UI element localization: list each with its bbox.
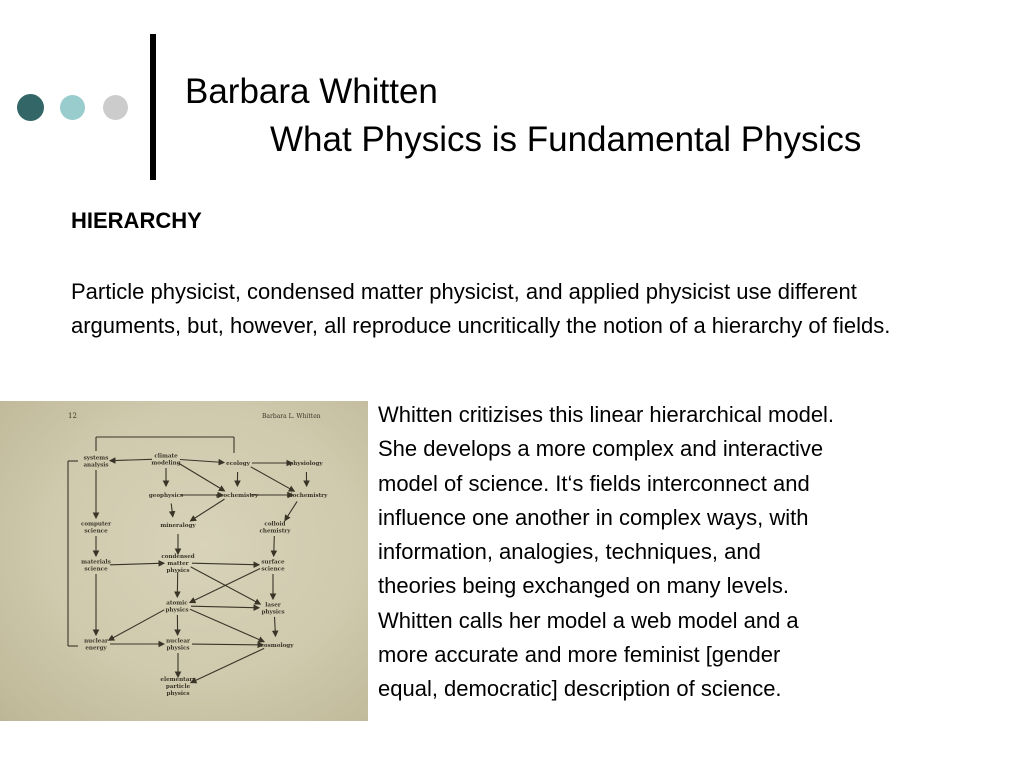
diagram-node-materials-science: materials science	[81, 559, 111, 573]
diagram-node-computer-science: computer science	[80, 521, 112, 535]
slide-subtitle: What Physics is Fundamental Physics	[270, 120, 862, 159]
diagram-edge	[251, 467, 295, 491]
diagram-node-ecology: ecology	[226, 461, 250, 467]
diagram-edge	[274, 536, 275, 556]
diagram-node-nuclear-physics: nuclear physics	[166, 638, 190, 652]
diagram-node-elementary-particle-physics: elementary particle physics	[160, 677, 196, 697]
side-text-line: theories being exchanged on many levels.	[378, 573, 789, 599]
diagram-edge	[191, 606, 259, 608]
diagram-edge	[109, 610, 165, 640]
diagram-edge	[275, 617, 276, 636]
book-page-photo	[0, 401, 368, 721]
book-page-number: 12	[68, 412, 77, 420]
diagram-edge	[110, 563, 164, 565]
decor-dot-teal	[60, 95, 85, 120]
diagram-node-atomic-physics: atomic physics	[165, 600, 189, 614]
diagram-edge	[191, 567, 261, 604]
diagram-node-physiology: physiology	[289, 461, 323, 467]
diagram-edge	[192, 563, 259, 565]
diagram-node-condensed-matter-physics: condensed matter physics	[161, 554, 195, 574]
diagram-edge	[285, 501, 297, 520]
diagram-edge	[110, 459, 152, 460]
diagram-node-cosmology: cosmology	[260, 643, 294, 649]
diagram-node-geophysics: geophysics	[148, 493, 184, 499]
diagram-edge	[171, 503, 173, 516]
web-model-diagram	[0, 401, 368, 721]
diagram-node-laser-physics: laser physics	[261, 602, 285, 616]
side-text-line: She develops a more complex and interactive	[378, 436, 824, 462]
side-text-line: Whitten critizises this linear hierarchical model.	[378, 402, 835, 427]
side-text-line: equal, democratic] description of science.	[378, 676, 782, 702]
diagram-node-biochemistry: biochemistry	[286, 493, 328, 499]
decor-dot-dark	[17, 94, 44, 121]
section-paragraph: Particle physicist, condensed matter physicist, and applied physicist use different arguments, but, however, all reproduce uncritically the notion of a hierarchy of fields.	[71, 279, 891, 338]
side-text-line: influence one another in complex ways, with	[378, 504, 809, 530]
side-text-line: more accurate and more feminist [gender	[378, 642, 781, 668]
diagram-edge	[191, 499, 225, 521]
side-text-line: model of science. It‘s fields interconnect and	[378, 470, 810, 496]
title-divider	[150, 34, 156, 180]
decor-dot-gray	[103, 95, 128, 120]
side-text	[378, 398, 988, 707]
diagram-node-colloid-chemistry: colloid chemistry	[259, 521, 291, 535]
side-text-line: information, analogies, techniques, and	[378, 539, 761, 565]
diagram-edge	[179, 463, 225, 491]
side-text-line: Whitten calls her model a web model and a	[378, 607, 799, 633]
section-heading: HIERARCHY	[71, 208, 202, 233]
diagram-node-geochemistry: geochemistry	[215, 493, 259, 499]
diagram-node-nuclear-energy: nuclear energy	[84, 638, 108, 652]
diagram-edge	[180, 460, 224, 463]
diagram-edge	[191, 648, 264, 682]
diagram-node-mineralogy: mineralogy	[160, 523, 196, 529]
diagram-edge	[190, 609, 264, 641]
slide-title: Barbara Whitten	[185, 72, 438, 111]
diagram-node-climate-modeling: climate modeling	[151, 453, 181, 467]
diagram-node-surface-science: surface science	[261, 559, 285, 573]
diagram-edge	[192, 644, 263, 645]
book-running-head: Barbara L. Whitten	[262, 413, 321, 420]
diagram-node-systems-analysis: systems analysis	[83, 455, 109, 469]
